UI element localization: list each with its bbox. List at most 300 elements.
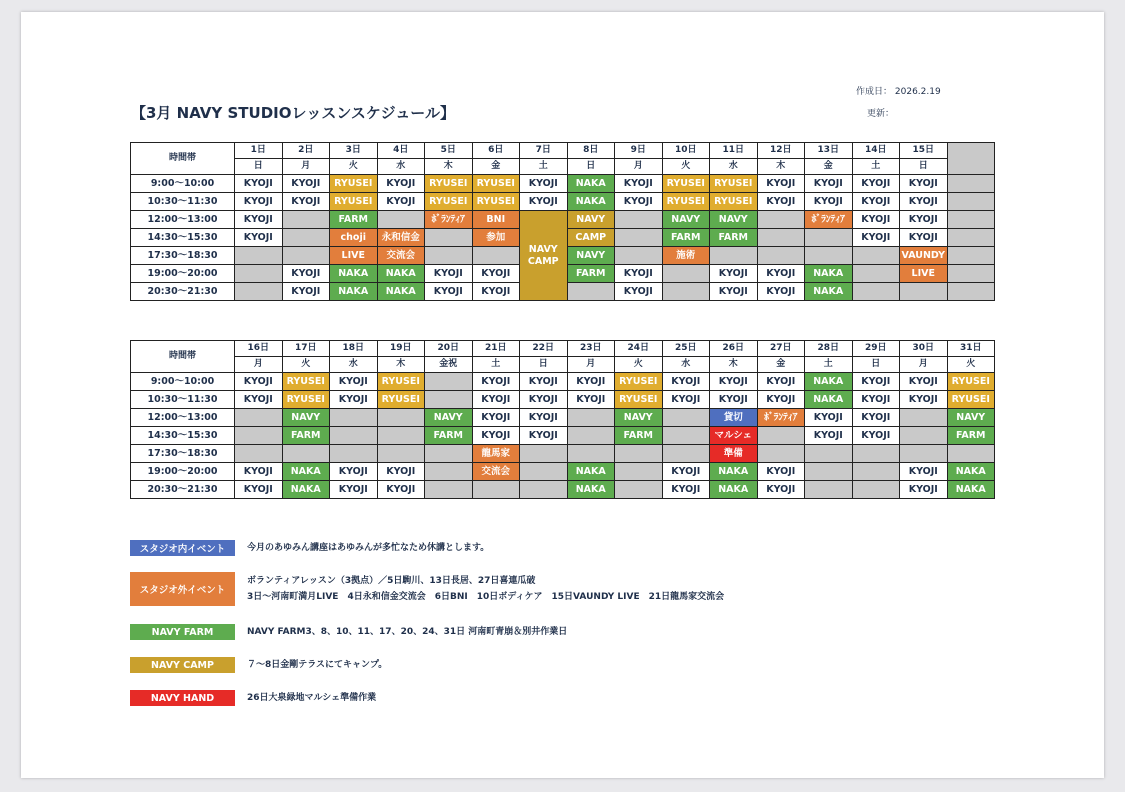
day-cell: 日 [235,159,283,175]
date-cell: 26日 [710,341,758,357]
event-cell: 交流会 [377,247,425,265]
lesson-cell: KYOJI [852,427,900,445]
empty-cell [900,427,948,445]
day-cell: 日 [852,357,900,373]
empty-cell [852,445,900,463]
empty-cell [615,229,663,247]
empty-cell [472,247,520,265]
lesson-cell: KYOJI [425,265,473,283]
day-cell: 土 [520,159,568,175]
lesson-cell: KYOJI [900,391,948,409]
lesson-cell: RYUSEI [425,175,473,193]
empty-cell [235,427,283,445]
lesson-cell: KYOJI [757,373,805,391]
volunteer-cell: ﾎﾞﾗﾝﾃｨｱ [757,409,805,427]
lesson-cell: RYUSEI [615,373,663,391]
time-slot: 12:00～13:00 [131,211,235,229]
updated-date: 更新： [867,109,895,119]
empty-cell [947,143,995,175]
event-cell: LIVE [330,247,378,265]
lesson-cell: KYOJI [235,373,283,391]
empty-cell [615,247,663,265]
lesson-cell: NAKA [282,481,330,499]
lesson-cell: KYOJI [852,229,900,247]
empty-cell [805,229,853,247]
day-cell: 月 [615,159,663,175]
empty-cell [425,391,473,409]
farm-cell: NAVY [282,409,330,427]
lesson-cell: KYOJI [757,463,805,481]
time-slot: 17:30～18:30 [131,247,235,265]
empty-cell [662,265,710,283]
lesson-cell: KYOJI [472,427,520,445]
lesson-cell: KYOJI [282,265,330,283]
empty-cell [425,229,473,247]
day-cell: 土 [852,159,900,175]
empty-cell [852,283,900,301]
lesson-cell: FARM [330,211,378,229]
farm-cell: NAVY [567,247,615,265]
lesson-cell: KYOJI [710,391,758,409]
date-cell: 2日 [282,143,330,159]
lesson-cell: KYOJI [662,481,710,499]
empty-cell [235,283,283,301]
lesson-cell: KYOJI [900,463,948,481]
lesson-cell: NAKA [947,463,995,481]
day-cell: 火 [282,357,330,373]
date-cell: 21日 [472,341,520,357]
day-cell: 日 [900,159,948,175]
empty-cell [235,265,283,283]
lesson-cell: NAKA [567,463,615,481]
lesson-cell: NAKA [805,283,853,301]
legend-outside-event: スタジオ外イベント [130,572,235,606]
time-slot: 19:00～20:00 [131,463,235,481]
date-cell: 7日 [520,143,568,159]
time-slot: 14:30～15:30 [131,427,235,445]
time-header: 時間帯 [131,143,235,175]
empty-cell [757,247,805,265]
legend-outside-line2: 3日～河南町満月LIVE 4日永和信金交流会 6日BNI 10日ボディケア 15日VAUNDY LIVE 21日龍馬家交流会 [247,592,725,602]
lesson-cell: KYOJI [900,211,948,229]
lesson-cell: KYOJI [472,265,520,283]
date-cell: 5日 [425,143,473,159]
lesson-cell: RYUSEI [662,175,710,193]
date-cell: 4日 [377,143,425,159]
empty-cell [472,481,520,499]
lesson-cell: KYOJI [900,373,948,391]
lesson-cell: KYOJI [235,229,283,247]
empty-cell [757,211,805,229]
empty-cell [235,445,283,463]
empty-cell [757,229,805,247]
lesson-cell: KYOJI [805,409,853,427]
lesson-cell: KYOJI [757,265,805,283]
legend-farm-text: NAVY FARM3、8、10、11、17、20、24、31日 河南町青崩＆別井作業日 [247,627,568,637]
lesson-cell: KYOJI [852,175,900,193]
day-cell: 土 [805,357,853,373]
lesson-cell: NAKA [805,265,853,283]
empty-cell [282,247,330,265]
date-cell: 31日 [947,341,995,357]
lesson-cell: KYOJI [852,409,900,427]
lesson-cell: KYOJI [282,283,330,301]
date-cell: 9日 [615,143,663,159]
lesson-cell: NAKA [330,283,378,301]
date-cell: 28日 [805,341,853,357]
date-cell: 29日 [852,341,900,357]
schedule-table-week2 [130,340,995,499]
lesson-cell: RYUSEI [377,391,425,409]
empty-cell [615,211,663,229]
day-cell: 水 [710,159,758,175]
empty-cell [520,445,568,463]
farm-cell: NAVY [615,409,663,427]
date-cell: 23日 [567,341,615,357]
lesson-cell: KYOJI [757,175,805,193]
lesson-cell: KYOJI [235,463,283,481]
lesson-cell: NAKA [567,193,615,211]
lesson-cell: NAKA [282,463,330,481]
lesson-cell: KYOJI [710,373,758,391]
farm-cell: FARM [425,427,473,445]
lesson-cell: KYOJI [235,211,283,229]
day-cell: 月 [567,357,615,373]
lesson-cell: RYUSEI [947,391,995,409]
empty-cell [282,211,330,229]
lesson-cell: KYOJI [662,463,710,481]
lesson-cell: KYOJI [472,283,520,301]
empty-cell [900,409,948,427]
lesson-cell: KYOJI [852,193,900,211]
legend-camp-text: ７～8日金剛テラスにてキャンプ。 [247,660,388,670]
empty-cell [757,427,805,445]
lesson-cell: KYOJI [282,175,330,193]
lesson-cell: KYOJI [235,175,283,193]
empty-cell [615,481,663,499]
inside-event-cell: 貸切 [710,409,758,427]
lesson-cell: RYUSEI [615,391,663,409]
empty-cell [425,445,473,463]
lesson-cell: KYOJI [900,175,948,193]
farm-cell: FARM [567,265,615,283]
empty-cell [805,463,853,481]
lesson-cell: KYOJI [567,391,615,409]
event-cell: 施術 [662,247,710,265]
lesson-cell: RYUSEI [710,193,758,211]
farm-cell: NAVY [662,211,710,229]
date-cell: 14日 [852,143,900,159]
lesson-cell: KYOJI [330,391,378,409]
empty-cell [852,463,900,481]
empty-cell [757,445,805,463]
date-cell: 15日 [900,143,948,159]
date-cell: 1日 [235,143,283,159]
empty-cell [377,445,425,463]
legend-outside-text [247,573,724,605]
lesson-cell: RYUSEI [377,373,425,391]
lesson-cell: KYOJI [567,373,615,391]
legend-inside-event: スタジオ内イベント [130,540,235,556]
navy-camp-cell: NAVY CAMP [520,211,568,301]
lesson-cell: KYOJI [472,409,520,427]
empty-cell [615,463,663,481]
date-cell: 18日 [330,341,378,357]
day-cell: 日 [520,357,568,373]
navy-hand-cell: マルシェ [710,427,758,445]
empty-cell [710,247,758,265]
lesson-cell: NAKA [567,175,615,193]
time-slot: 10:30～11:30 [131,193,235,211]
lesson-cell: KYOJI [472,373,520,391]
day-cell: 月 [282,159,330,175]
empty-cell [900,445,948,463]
date-cell: 22日 [520,341,568,357]
empty-cell [425,373,473,391]
lesson-cell: RYUSEI [282,373,330,391]
navy-camp-cell: NAVY [567,211,615,229]
empty-cell [520,463,568,481]
day-cell: 火 [330,159,378,175]
lesson-cell: RYUSEI [662,193,710,211]
lesson-cell: KYOJI [472,391,520,409]
lesson-cell: KYOJI [710,265,758,283]
day-cell: 水 [377,159,425,175]
empty-cell [567,445,615,463]
empty-cell [947,211,995,229]
lesson-cell: KYOJI [852,373,900,391]
lesson-cell: KYOJI [615,265,663,283]
day-cell: 金 [805,159,853,175]
event-cell: 交流会 [472,463,520,481]
lesson-cell: NAKA [567,481,615,499]
lesson-cell: KYOJI [805,193,853,211]
day-cell: 木 [710,357,758,373]
empty-cell [377,427,425,445]
farm-cell: FARM [662,229,710,247]
lesson-cell: KYOJI [520,409,568,427]
time-slot: 12:00～13:00 [131,409,235,427]
event-cell: choji [330,229,378,247]
legend-inside-text: 今月のあゆみん講座はあゆみんが多忙なため休講とします。 [247,543,490,553]
lesson-cell: RYUSEI [472,193,520,211]
day-cell: 金 [472,159,520,175]
date-cell: 3日 [330,143,378,159]
lesson-cell: KYOJI [900,193,948,211]
legend-navy-camp: NAVY CAMP [130,657,235,673]
farm-cell: FARM [947,427,995,445]
lesson-cell: KYOJI [520,373,568,391]
farm-cell: NAVY [710,211,758,229]
lesson-cell: KYOJI [520,391,568,409]
lesson-cell: KYOJI [757,481,805,499]
lesson-cell: KYOJI [377,481,425,499]
lesson-cell: KYOJI [805,427,853,445]
lesson-cell: KYOJI [615,193,663,211]
lesson-cell: KYOJI [520,175,568,193]
lesson-cell: RYUSEI [472,175,520,193]
date-cell: 13日 [805,143,853,159]
empty-cell [520,481,568,499]
lesson-cell: RYUSEI [947,373,995,391]
lesson-cell: KYOJI [330,463,378,481]
time-slot: 20:30～21:30 [131,283,235,301]
empty-cell [805,445,853,463]
date-cell: 19日 [377,341,425,357]
empty-cell [425,247,473,265]
day-cell: 水 [330,357,378,373]
volunteer-cell: ﾎﾞﾗﾝﾃｨｱ [805,211,853,229]
lesson-cell: KYOJI [757,283,805,301]
empty-cell [662,409,710,427]
empty-cell [377,409,425,427]
day-cell: 火 [947,357,995,373]
lesson-cell: NAKA [330,265,378,283]
time-slot: 14:30～15:30 [131,229,235,247]
empty-cell [805,247,853,265]
day-cell: 木 [425,159,473,175]
time-slot: 19:00～20:00 [131,265,235,283]
lesson-cell: KYOJI [757,193,805,211]
event-cell: 参加 [472,229,520,247]
lesson-cell: KYOJI [520,427,568,445]
date-cell: 16日 [235,341,283,357]
event-cell: VAUNDY [900,247,948,265]
day-cell: 火 [662,159,710,175]
time-slot: 9:00～10:00 [131,373,235,391]
farm-cell: FARM [710,229,758,247]
empty-cell [947,247,995,265]
lesson-cell: NAKA [947,481,995,499]
lesson-cell: KYOJI [662,373,710,391]
empty-cell [947,193,995,211]
empty-cell [330,445,378,463]
lesson-cell: NAKA [377,265,425,283]
date-cell: 24日 [615,341,663,357]
lesson-cell: KYOJI [662,391,710,409]
empty-cell [947,265,995,283]
empty-cell [567,283,615,301]
date-cell: 17日 [282,341,330,357]
empty-cell [282,229,330,247]
empty-cell [852,247,900,265]
farm-cell: FARM [615,427,663,445]
lesson-cell: KYOJI [900,229,948,247]
created-date: 作成日： 2026.2.19 [856,87,941,97]
legend-navy-hand: NAVY HAND [130,690,235,706]
lesson-cell: NAKA [805,391,853,409]
empty-cell [425,481,473,499]
farm-cell: FARM [282,427,330,445]
empty-cell [330,427,378,445]
date-cell: 6日 [472,143,520,159]
lesson-cell: RYUSEI [425,193,473,211]
legend-hand-text: 26日大泉緑地マルシェ準備作業 [247,693,377,703]
empty-cell [947,445,995,463]
lesson-cell: KYOJI [710,283,758,301]
time-slot: 20:30～21:30 [131,481,235,499]
lesson-cell: RYUSEI [330,175,378,193]
farm-cell: NAVY [947,409,995,427]
day-cell: 金祝 [425,357,473,373]
empty-cell [900,283,948,301]
empty-cell [615,445,663,463]
lesson-cell: KYOJI [235,481,283,499]
empty-cell [282,445,330,463]
empty-cell [852,481,900,499]
navy-camp-cell: CAMP [567,229,615,247]
lesson-cell: KYOJI [900,481,948,499]
schedule-table-week1 [130,142,995,301]
day-cell: 木 [757,159,805,175]
date-cell: 12日 [757,143,805,159]
empty-cell [947,175,995,193]
lesson-cell: NAKA [710,463,758,481]
day-cell: 火 [615,357,663,373]
time-slot: 9:00～10:00 [131,175,235,193]
lesson-cell: KYOJI [377,175,425,193]
legend-outside-line1: ボランティアレッスン（3拠点）／5日駒川、13日長居、27日喜連瓜破 [247,576,536,586]
time-slot: 10:30～11:30 [131,391,235,409]
date-cell: 10日 [662,143,710,159]
empty-cell [852,265,900,283]
lesson-cell: RYUSEI [710,175,758,193]
time-slot: 17:30～18:30 [131,445,235,463]
date-cell: 11日 [710,143,758,159]
page-title: 【3月 NAVY STUDIOレッスンスケジュール】 [131,104,455,122]
time-header: 時間帯 [131,341,235,373]
lesson-cell: KYOJI [377,463,425,481]
farm-cell: NAVY [425,409,473,427]
day-cell: 金 [757,357,805,373]
lesson-cell: NAKA [377,283,425,301]
date-cell: 27日 [757,341,805,357]
lesson-cell: RYUSEI [330,193,378,211]
lesson-cell: KYOJI [282,193,330,211]
lesson-cell: KYOJI [615,175,663,193]
day-cell: 日 [567,159,615,175]
day-cell: 土 [472,357,520,373]
lesson-cell: KYOJI [520,193,568,211]
lesson-cell: KYOJI [235,193,283,211]
empty-cell [377,211,425,229]
empty-cell [567,427,615,445]
empty-cell [330,409,378,427]
day-cell: 水 [662,357,710,373]
empty-cell [947,283,995,301]
day-cell: 月 [900,357,948,373]
empty-cell [567,409,615,427]
empty-cell [805,481,853,499]
day-cell: 木 [377,357,425,373]
lesson-cell: KYOJI [330,481,378,499]
volunteer-cell: ﾎﾞﾗﾝﾃｨｱ [425,211,473,229]
lesson-cell: KYOJI [615,283,663,301]
lesson-cell: KYOJI [330,373,378,391]
lesson-cell: RYUSEI [282,391,330,409]
empty-cell [425,463,473,481]
legend-navy-farm: NAVY FARM [130,624,235,640]
lesson-cell: NAKA [710,481,758,499]
lesson-cell: KYOJI [425,283,473,301]
event-cell: 龍馬家 [472,445,520,463]
empty-cell [662,283,710,301]
navy-hand-cell: 準備 [710,445,758,463]
lesson-cell: NAKA [805,373,853,391]
day-cell: 月 [235,357,283,373]
empty-cell [947,229,995,247]
empty-cell [235,247,283,265]
